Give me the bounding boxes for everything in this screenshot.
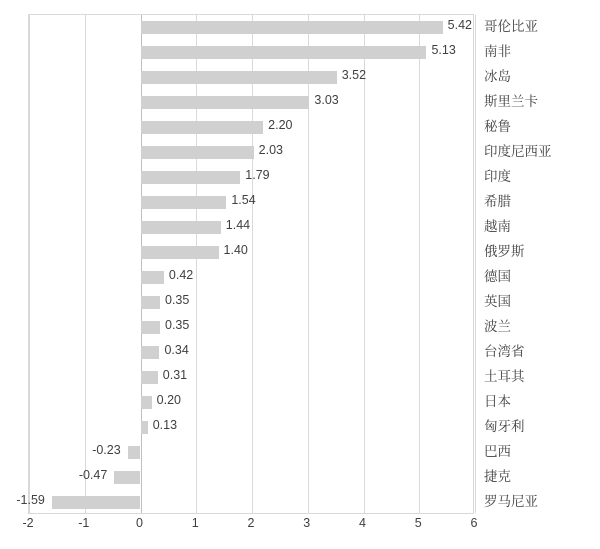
bar-row xyxy=(29,390,473,415)
bar xyxy=(141,121,264,134)
category-label: 台湾省 xyxy=(484,344,525,359)
bar xyxy=(141,71,337,84)
category-label: 秘鲁 xyxy=(484,119,511,134)
category-label: 罗马尼亚 xyxy=(484,494,538,509)
x-axis-tick-label: 5 xyxy=(414,516,422,530)
bar xyxy=(141,346,160,359)
bar-row xyxy=(29,90,473,115)
category-label: 印度 xyxy=(484,169,511,184)
bar-row xyxy=(29,65,473,90)
x-axis-tick-label: -1 xyxy=(78,516,90,530)
bar-value-label: 3.03 xyxy=(314,93,339,107)
category-label: 斯里兰卡 xyxy=(484,94,538,109)
bar-row xyxy=(29,290,473,315)
bar-row xyxy=(29,315,473,340)
x-axis-tick-label: 6 xyxy=(470,516,478,530)
bar xyxy=(141,46,427,59)
x-axis-tick-label: 2 xyxy=(247,516,255,530)
bar xyxy=(141,146,254,159)
bar xyxy=(141,246,219,259)
bar-row xyxy=(29,440,473,465)
category-label: 哥伦比亚 xyxy=(484,19,538,34)
bar-row xyxy=(29,190,473,215)
bar-value-label: 0.20 xyxy=(156,393,181,407)
bar-value-label: 2.20 xyxy=(268,118,293,132)
category-label: 捷克 xyxy=(484,469,511,484)
bar xyxy=(141,221,221,234)
category-label: 巴西 xyxy=(484,444,511,459)
bar-row xyxy=(29,165,473,190)
category-label: 越南 xyxy=(484,219,511,234)
bar xyxy=(128,446,141,459)
bar-row xyxy=(29,340,473,365)
category-label: 波兰 xyxy=(484,319,511,334)
category-label: 俄罗斯 xyxy=(484,244,525,259)
bar-value-label: 0.13 xyxy=(152,418,178,432)
bar-value-label: -0.23 xyxy=(92,443,121,457)
bar-value-label: 1.44 xyxy=(225,218,251,232)
bar-value-label: 2.03 xyxy=(258,143,284,157)
bar-value-label: -1.59 xyxy=(16,493,45,507)
bar xyxy=(141,196,227,209)
bar-value-label: 0.35 xyxy=(165,318,190,332)
bar-value-label: -0.47 xyxy=(78,468,108,482)
bar-value-label: 1.40 xyxy=(223,243,248,257)
bar xyxy=(141,271,164,284)
category-label: 匈牙利 xyxy=(484,419,525,434)
category-label: 日本 xyxy=(484,394,511,409)
bar xyxy=(141,396,152,409)
bar-row xyxy=(29,465,473,490)
bar-value-label: 5.42 xyxy=(447,18,472,32)
bar-value-label: 0.34 xyxy=(164,343,189,357)
bar-row xyxy=(29,240,473,265)
category-label: 冰岛 xyxy=(484,69,511,84)
bar-value-label: 1.54 xyxy=(231,193,256,207)
bar xyxy=(141,296,161,309)
bar xyxy=(141,21,443,34)
category-label: 南非 xyxy=(484,44,511,59)
bar-row xyxy=(29,140,473,165)
grid-line xyxy=(475,15,476,513)
category-label: 德国 xyxy=(484,269,511,284)
bar-row xyxy=(29,40,473,65)
bar xyxy=(141,321,161,334)
bar-value-label: 0.42 xyxy=(168,268,194,282)
bar xyxy=(141,371,158,384)
x-axis-tick-label: 4 xyxy=(359,516,366,530)
category-label: 英国 xyxy=(484,294,511,309)
bar-row xyxy=(16,490,473,515)
x-axis-tick-label: 3 xyxy=(303,516,311,530)
bar-row xyxy=(29,365,473,390)
bar-value-label: 0.31 xyxy=(162,368,188,382)
bar xyxy=(141,421,148,434)
bar-row xyxy=(29,15,473,40)
bar-row xyxy=(29,415,473,440)
bar xyxy=(52,496,141,509)
x-axis-tick-label: 0 xyxy=(136,516,143,530)
bar-row xyxy=(29,265,473,290)
bar xyxy=(114,471,140,484)
category-label: 印度尼西亚 xyxy=(484,144,552,159)
x-axis-tick-label: 1 xyxy=(191,516,199,530)
bar xyxy=(141,96,310,109)
bar xyxy=(141,171,241,184)
x-axis-tick-label: -2 xyxy=(22,516,34,530)
bar-value-label: 1.79 xyxy=(245,168,270,182)
bar-row xyxy=(29,115,473,140)
category-label: 土耳其 xyxy=(484,369,525,384)
bar-value-label: 5.13 xyxy=(431,43,456,57)
plot-area xyxy=(16,14,474,514)
bar-row xyxy=(29,215,473,240)
bar-value-label: 3.52 xyxy=(341,68,367,82)
category-label: 希腊 xyxy=(484,194,511,209)
bar-value-label: 0.35 xyxy=(165,293,190,307)
